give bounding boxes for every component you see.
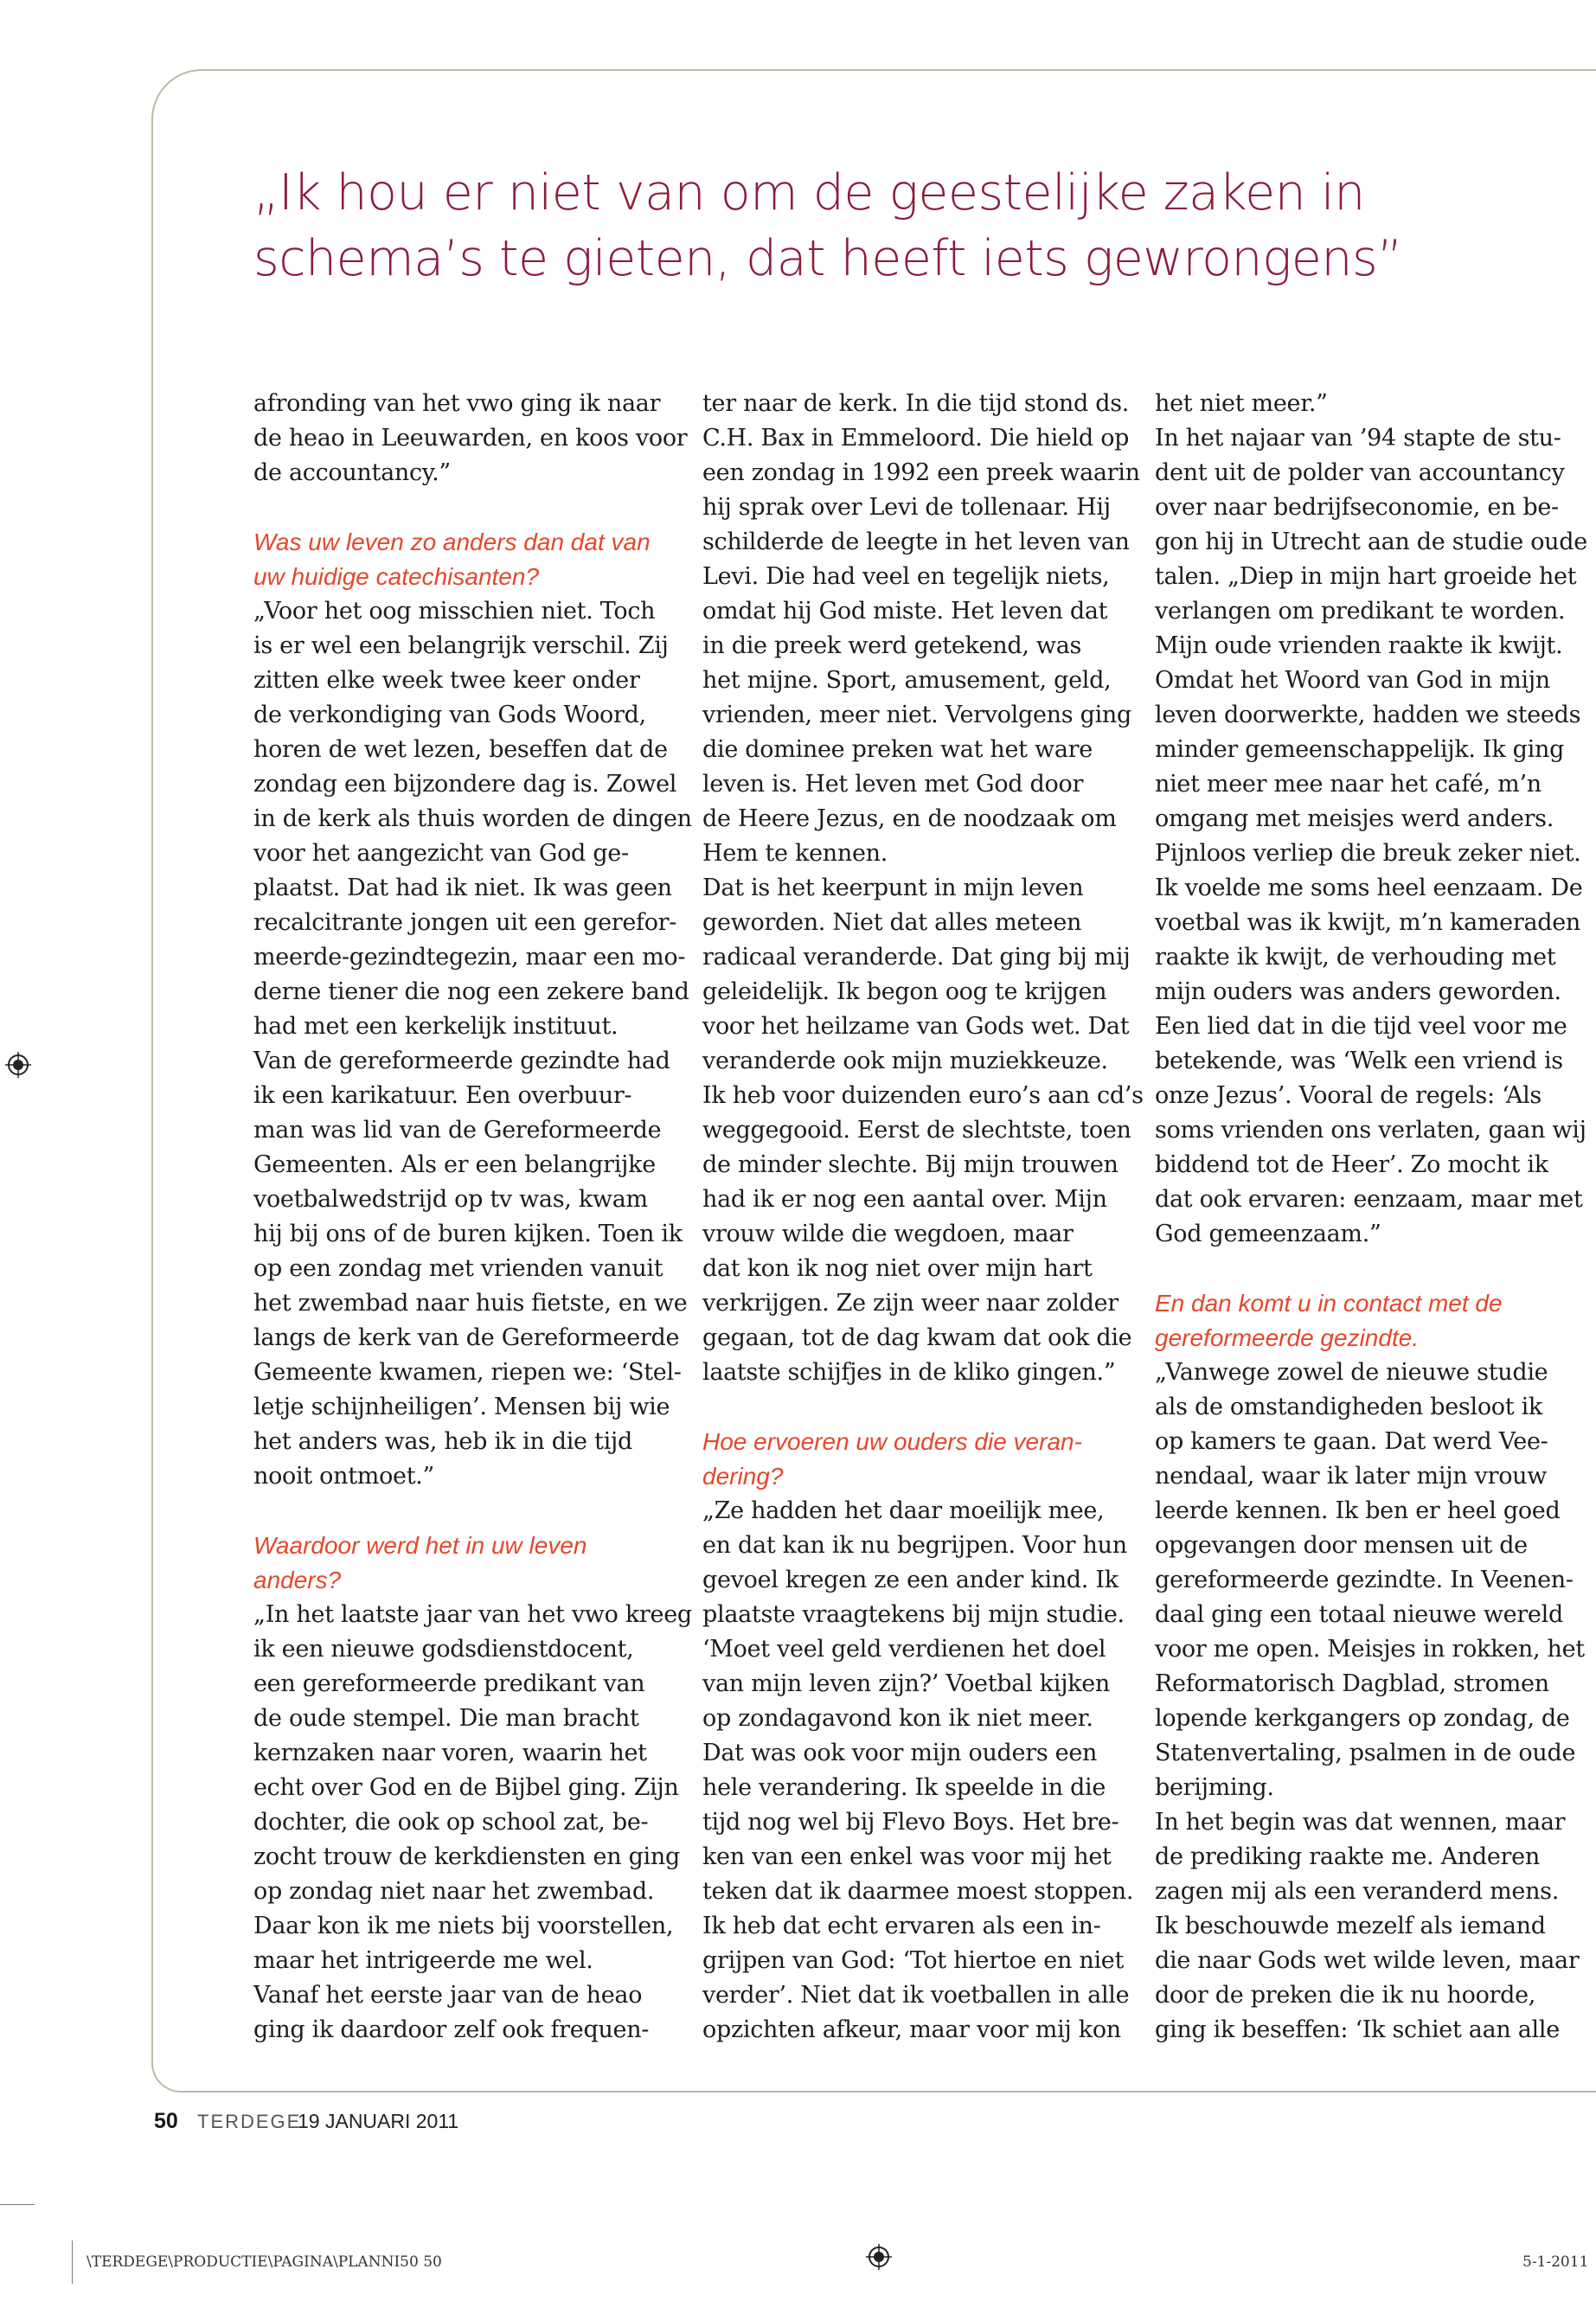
body-text-line: grijpen van God: ‘Tot hiertoe en niet — [702, 1947, 1125, 1974]
paragraph-gap — [253, 490, 677, 525]
body-text-line: vrouw wilde die wegdoen, maar — [702, 1221, 1074, 1247]
interview-question-line: uw huidige catechisanten? — [253, 563, 540, 590]
body-text-line: de prediking raakte me. Anderen — [1155, 1843, 1540, 1870]
body-text-line: voor het aangezicht van God ge- — [253, 840, 629, 867]
body-text-line: Gemeenten. Als er een belangrijke — [253, 1151, 656, 1178]
body-text-line: Ik heb dat echt ervaren als een in- — [702, 1913, 1101, 1939]
body-text-line: Omdat het Woord van God in mijn — [1155, 667, 1550, 694]
body-text-line: Vanaf het eerste jaar van de heao — [253, 1982, 643, 2009]
body-text-line: Ik beschouwde mezelf als iemand — [1155, 1913, 1546, 1939]
body-text-line: „Ze hadden het daar moeilijk mee, — [702, 1497, 1105, 1524]
body-text-line: biddend tot de Heer’. Zo mocht ik — [1155, 1151, 1548, 1178]
crop-mark — [72, 2240, 73, 2284]
body-text-line: Levi. Die had veel en tegelijk niets, — [702, 563, 1110, 590]
body-text-line: man was lid van de Gereformeerde — [253, 1117, 662, 1144]
body-text-line: door de preken die ik nu hoorde, — [1155, 1982, 1536, 2009]
body-text-line: dat ook ervaren: eenzaam, maar met — [1155, 1186, 1583, 1213]
body-text-line: C.H. Bax in Emmeloord. Die hield op — [702, 425, 1130, 452]
magazine-name: TERDEGE — [197, 2111, 302, 2132]
body-text-line: langs de kerk van de Gereformeerde — [253, 1324, 680, 1351]
body-text-line: vrienden, meer niet. Vervolgens ging — [702, 702, 1131, 728]
body-text-line: de heao in Leeuwarden, en koos voor — [253, 425, 688, 452]
body-text-line: verder’. Niet dat ik voetballen in alle — [702, 1982, 1130, 2009]
interview-question-line: Was uw leven zo anders dan dat van — [253, 529, 651, 555]
body-text-line: derne tiener die nog een zekere band — [253, 978, 689, 1005]
body-text-line: het niet meer.” — [1155, 390, 1328, 417]
body-text-line: had ik er nog een aantal over. Mijn — [702, 1186, 1107, 1213]
body-text-line: radicaal veranderde. Dat ging bij mij — [702, 944, 1131, 971]
body-text-line: ken van een enkel was voor mij het — [702, 1843, 1112, 1870]
body-text-line: zagen mij als een veranderd mens. — [1155, 1878, 1560, 1905]
body-text-line: die naar Gods wet wilde leven, maar — [1155, 1947, 1580, 1974]
body-text-line: is er wel een belangrijk verschil. Zij — [253, 632, 669, 659]
body-text-line: schilderde de leegte in het leven van — [702, 529, 1130, 555]
body-text-line: Mijn oude vrienden raakte ik kwijt. — [1155, 632, 1563, 659]
body-text-line: veranderde ook mijn muziekkeuze. — [702, 1048, 1108, 1074]
body-text-line: geleidelijk. Ik begon oog te krijgen — [702, 978, 1107, 1005]
body-text-line: „Vanwege zowel de nieuwe studie — [1155, 1359, 1548, 1386]
body-text-line: mijn ouders was anders geworden. — [1155, 978, 1561, 1005]
body-text-line: op zondag niet naar het zwembad. — [253, 1878, 655, 1905]
body-text-line: nendaal, waar ik later mijn vrouw — [1155, 1463, 1548, 1490]
body-text-line: Gemeente kwamen, riepen we: ‘Stel- — [253, 1359, 682, 1386]
body-text-line: opgevangen door mensen uit de — [1155, 1532, 1528, 1559]
body-text-line: gereformeerde gezindte. In Veenen- — [1155, 1567, 1574, 1593]
body-text-line: leven is. Het leven met God door — [702, 771, 1084, 798]
body-text-line: zocht trouw de kerkdiensten en ging — [253, 1843, 680, 1870]
article-column-2 — [702, 387, 1144, 2048]
body-text-line: leven doorwerkte, hadden we steeds — [1155, 702, 1581, 728]
body-text-line: voetbal was ik kwijt, m’n kameraden — [1155, 909, 1581, 936]
interview-question-line: En dan komt u in contact met de — [1155, 1290, 1503, 1317]
registration-mark-icon — [5, 1052, 31, 1078]
body-text-line: had met een kerkelijk instituut. — [253, 1013, 619, 1040]
body-text-line: weggegooid. Eerst de slechtste, toen — [702, 1117, 1131, 1144]
body-text-line: opzichten afkeur, maar voor mij kon — [702, 2016, 1121, 2043]
body-text-line: in die preek werd getekend, was — [702, 632, 1082, 659]
body-text-line: „Voor het oog misschien niet. Toch — [253, 598, 656, 625]
pull-quote-line-2: schema’s te gieten, dat heeft iets gewrongens” — [253, 230, 1403, 287]
body-text-line: zondag een bijzondere dag is. Zowel — [253, 771, 677, 798]
body-text-line: Dat was ook voor mijn ouders een — [702, 1740, 1098, 1766]
body-text-line: dent uit de polder van accountancy — [1155, 459, 1565, 486]
body-text-line: daal ging een totaal nieuwe wereld — [1155, 1601, 1563, 1628]
body-text-line: verlangen om predikant te worden. — [1155, 598, 1566, 625]
interview-question-line: Hoe ervoeren uw ouders die veran- — [702, 1428, 1082, 1455]
body-text-line: die dominee preken wat het ware — [702, 736, 1093, 763]
body-text-line: omgang met meisjes werd anders. — [1155, 805, 1554, 832]
body-text-line: plaatst. Dat had ik niet. Ik was geen — [253, 875, 672, 901]
body-text-line: hele verandering. Ik speelde in die — [702, 1774, 1106, 1801]
body-text-line: gegaan, tot de dag kwam dat ook die — [702, 1324, 1132, 1351]
interview-question-line: gereformeerde gezindte. — [1155, 1324, 1420, 1351]
body-text-line: de Heere Jezus, en de noodzaak om — [702, 805, 1117, 832]
article-column-1 — [253, 387, 692, 2048]
body-text-line: op kamers te gaan. Dat werd Vee- — [1155, 1428, 1548, 1455]
body-text-line: Daar kon ik me niets bij voorstellen, — [253, 1913, 674, 1939]
page-number: 50 — [154, 2109, 178, 2133]
body-text-line: talen. „Diep in mijn hart groeide het — [1155, 563, 1577, 590]
body-text-line: nooit ontmoet.” — [253, 1463, 435, 1490]
body-text-line: de accountancy.” — [253, 459, 451, 486]
body-text-line: lopende kerkgangers op zondag, de — [1155, 1705, 1570, 1732]
body-text-line: op een zondag met vrienden vanuit — [253, 1255, 663, 1282]
pull-quote-line-1: „Ik hou er niet van om de geestelijke zaken in — [253, 164, 1365, 221]
body-text-line: gon hij in Utrecht aan de studie oude — [1155, 529, 1587, 555]
body-text-line: voor het heilzame van Gods wet. Dat — [702, 1013, 1130, 1040]
body-text-line: plaatste vraagtekens bij mijn studie. — [702, 1601, 1125, 1628]
body-text-line: raakte ik kwijt, de verhouding met — [1155, 944, 1556, 971]
body-text-line: dat kon ik nog niet over mijn hart — [702, 1255, 1093, 1282]
body-text-line: soms vrienden ons verlaten, gaan wij — [1155, 1117, 1586, 1144]
body-text-line: een zondag in 1992 een preek waarin — [702, 459, 1140, 486]
body-text-line: gevoel kregen ze een ander kind. Ik — [702, 1567, 1118, 1593]
body-text-line: Een lied dat in die tijd veel voor me — [1155, 1013, 1567, 1040]
body-text-line: Pijnloos verliep die breuk zeker niet. — [1155, 840, 1581, 867]
body-text-line: minder gemeenschappelijk. Ik ging — [1155, 736, 1565, 763]
body-text-line: ik een karikatuur. Een overbuur- — [253, 1082, 632, 1109]
body-text-line: betekende, was ‘Welk een vriend is — [1155, 1048, 1563, 1074]
body-text-line: op zondagavond kon ik niet meer. — [702, 1705, 1093, 1732]
interview-question-line: dering? — [702, 1463, 784, 1490]
issue-date: 19 JANUARI 2011 — [298, 2110, 459, 2132]
body-text-line: en dat kan ik nu begrijpen. Voor hun — [702, 1532, 1127, 1559]
body-text-line: van mijn leven zijn?’ Voetbal kijken — [702, 1670, 1110, 1697]
body-text-line: in de kerk als thuis worden de dingen — [253, 805, 692, 832]
body-text-line: onze Jezus’. Vooral de regels: ‘Als — [1155, 1082, 1542, 1109]
interview-question-line: anders? — [253, 1567, 342, 1593]
body-text-line: „In het laatste jaar van het vwo kreeg — [253, 1601, 692, 1628]
body-text-line: hij sprak over Levi de tollenaar. Hij — [702, 494, 1111, 521]
body-text-line: Van de gereformeerde gezindte had — [253, 1048, 670, 1074]
registration-mark-icon — [866, 2244, 892, 2270]
body-text-line: kernzaken naar voren, waarin het — [253, 1740, 647, 1766]
body-text-line: horen de wet lezen, beseffen dat de — [253, 736, 668, 763]
body-text-line: over naar bedrijfseconomie, en be- — [1155, 494, 1559, 521]
crop-mark — [0, 2204, 35, 2205]
pull-quote — [253, 160, 1551, 292]
body-text-line: als de omstandigheden besloot ik — [1155, 1394, 1542, 1420]
body-text-line: In het najaar van ’94 stapte de stu- — [1155, 425, 1561, 452]
body-text-line: echt over God en de Bijbel ging. Zijn — [253, 1774, 679, 1801]
print-slug-date: 5-1-2011 — [1522, 2253, 1589, 2271]
body-text-line: dochter, die ook op school zat, be- — [253, 1809, 649, 1836]
body-text-line: Hem te kennen. — [702, 840, 888, 867]
body-text-line: Ik voelde me soms heel eenzaam. De — [1155, 875, 1583, 901]
body-text-line: het anders was, heb ik in die tijd — [253, 1428, 632, 1455]
body-text-line: hij bij ons of de buren kijken. Toen ik — [253, 1221, 683, 1247]
paragraph-gap — [702, 1390, 1126, 1425]
body-text-line: Dat is het keerpunt in mijn leven — [702, 875, 1084, 901]
body-text-line: maar het intrigeerde me wel. — [253, 1947, 593, 1974]
body-text-line: laatste schijfjes in de kliko gingen.” — [702, 1359, 1116, 1386]
body-text-line: de oude stempel. Die man bracht — [253, 1705, 639, 1732]
body-text-line: tijd nog wel bij Flevo Boys. Het bre- — [702, 1809, 1119, 1836]
body-text-line: Ik heb voor duizenden euro’s aan cd’s — [702, 1082, 1144, 1109]
body-text-line: zitten elke week twee keer onder — [253, 667, 640, 694]
body-text-line: ging ik daardoor zelf ook frequen- — [253, 2016, 650, 2043]
body-text-line: de minder slechte. Bij mijn trouwen — [702, 1151, 1118, 1178]
body-text-line: teken dat ik daarmee moest stoppen. — [702, 1878, 1134, 1905]
body-text-line: recalcitrante jongen uit een gerefor- — [253, 909, 677, 936]
body-text-line: ik een nieuwe godsdienstdocent, — [253, 1636, 634, 1663]
body-text-line: God gemeenzaam.” — [1155, 1221, 1381, 1247]
body-text-line: berijming. — [1155, 1774, 1274, 1801]
body-text-line: voetbalwedstrijd op tv was, kwam — [253, 1186, 648, 1213]
body-text-line: omdat hij God miste. Het leven dat — [702, 598, 1108, 625]
interview-question-line: Waardoor werd het in uw leven — [253, 1532, 587, 1559]
body-text-line: geworden. Niet dat alles meteen — [702, 909, 1082, 936]
body-text-line: meerde-gezindtegezin, maar een mo- — [253, 944, 686, 971]
body-text-line: verkrijgen. Ze zijn weer naar zolder — [702, 1290, 1118, 1317]
article-column-3 — [1155, 387, 1587, 2048]
body-text-line: het mijne. Sport, amusement, geld, — [702, 667, 1112, 694]
body-text-line: voor me open. Meisjes in rokken, het — [1155, 1636, 1585, 1663]
body-text-line: Statenvertaling, psalmen in de oude — [1155, 1740, 1576, 1766]
body-text-line: In het begin was dat wennen, maar — [1155, 1809, 1566, 1836]
body-text-line: niet meer mee naar het café, m’n — [1155, 771, 1542, 798]
body-text-line: ter naar de kerk. In die tijd stond ds. — [702, 390, 1130, 417]
paragraph-gap — [253, 1494, 677, 1529]
body-text-line: een gereformeerde predikant van — [253, 1670, 645, 1697]
body-text-line: de verkondiging van Gods Woord, — [253, 702, 646, 728]
body-text-line: ‘Moet veel geld verdienen het doel — [702, 1636, 1106, 1663]
body-text-line: leerde kennen. Ik ben er heel goed — [1155, 1497, 1561, 1524]
body-text-line: letje schijnheiligen’. Mensen bij wie — [253, 1394, 670, 1420]
print-slug-path: \TERDEGE\PRODUCTIE\PAGINA\PLANNI50 50 — [87, 2253, 442, 2271]
body-text-line: ging ik beseffen: ‘Ik schiet aan alle — [1155, 2016, 1560, 2043]
body-text-line: Reformatorisch Dagblad, stromen — [1155, 1670, 1549, 1697]
body-text-line: het zwembad naar huis fietste, en we — [253, 1290, 688, 1317]
paragraph-gap — [1155, 1252, 1579, 1286]
body-text-line: afronding van het vwo ging ik naar — [253, 390, 661, 417]
